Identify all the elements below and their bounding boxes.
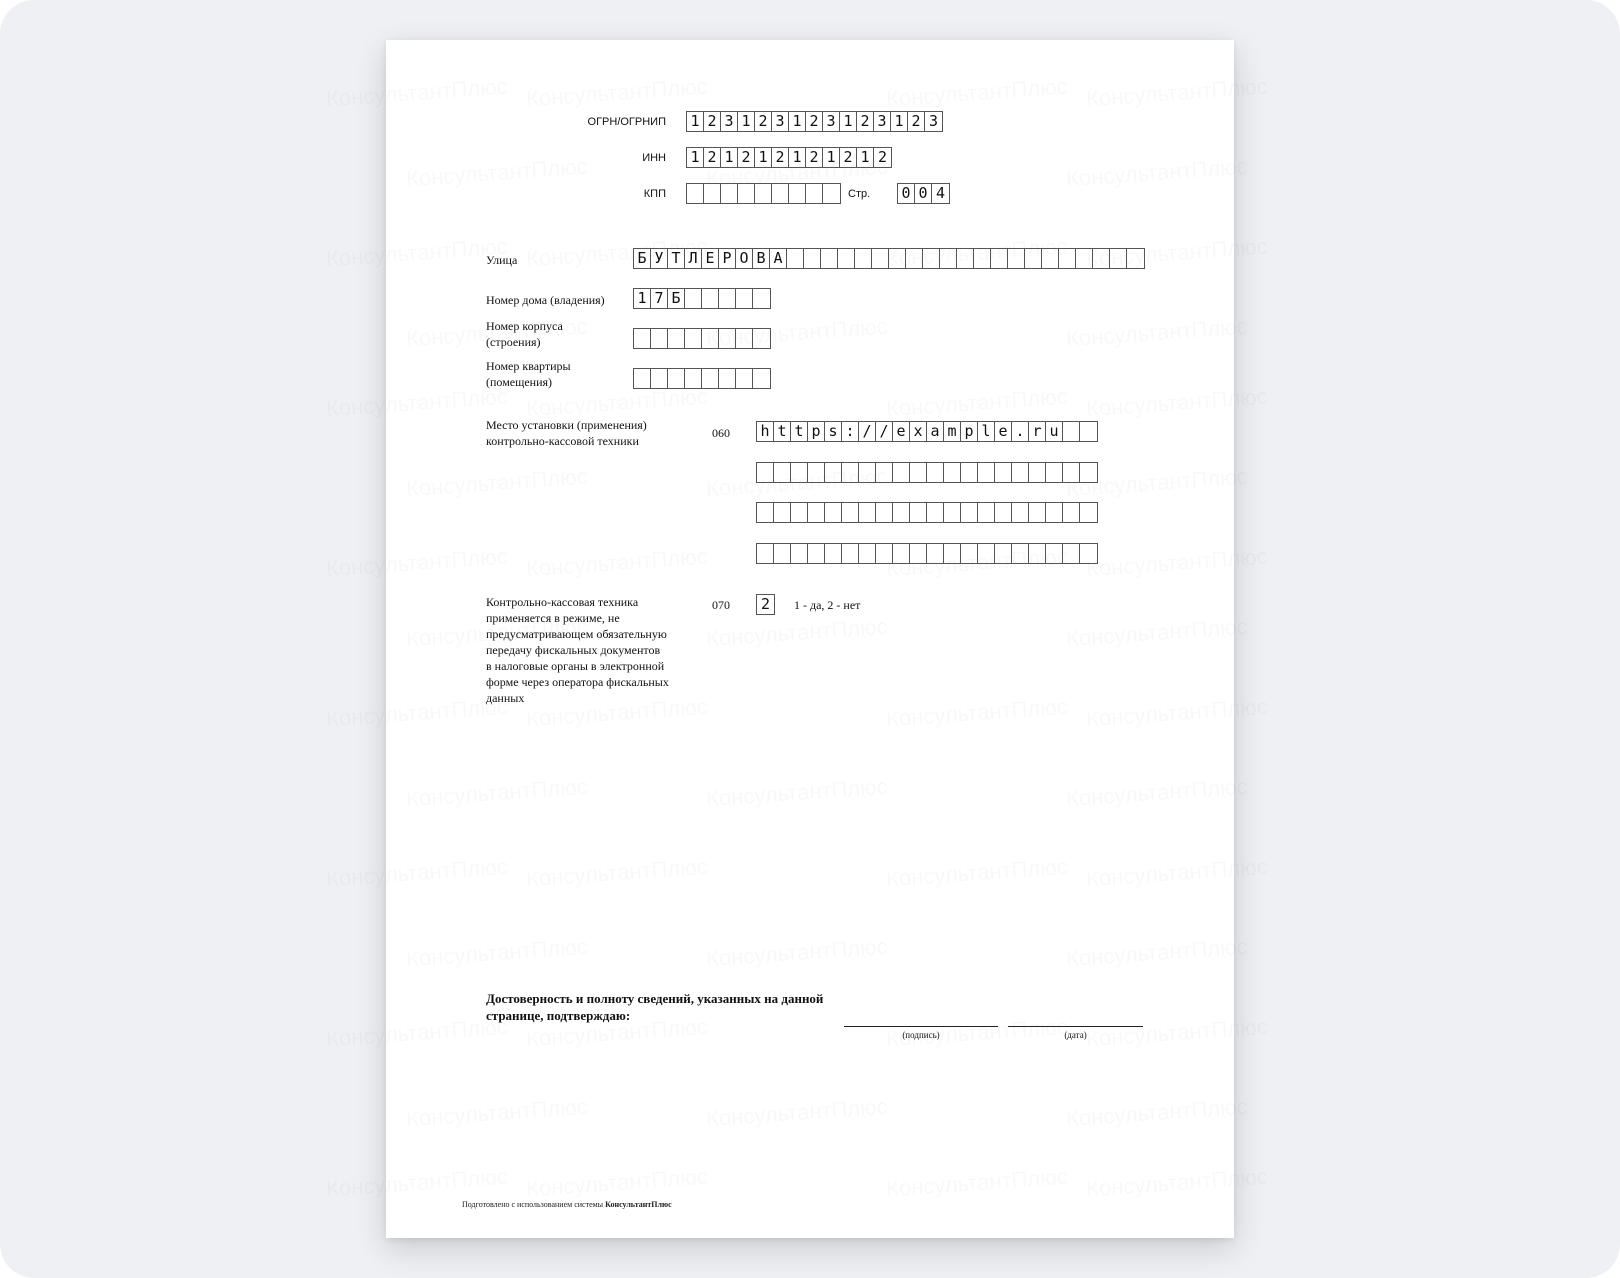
char-cell (859, 463, 876, 482)
char-cell: 3 (823, 112, 840, 131)
char-cell: У (651, 249, 668, 268)
char-cell (978, 544, 995, 563)
char-cell: l (978, 422, 995, 441)
char-cell (944, 463, 961, 482)
watermark-text (1065, 154, 1248, 193)
char-cell (906, 249, 923, 268)
char-cell (755, 184, 772, 203)
char-cell (927, 463, 944, 482)
ogrn-label: ОГРН/ОГРНИП (587, 116, 666, 128)
char-cell (995, 544, 1012, 563)
char-cell (859, 544, 876, 563)
char-cell: 2 (755, 112, 772, 131)
char-cell: 2 (760, 595, 771, 613)
char-cell: 0 (898, 184, 915, 203)
watermark-text (1085, 1164, 1268, 1203)
char-cell: 3 (874, 112, 891, 131)
char-cell (736, 369, 753, 388)
char-cell (940, 249, 957, 268)
inn-field[interactable] (686, 147, 892, 168)
char-cell (702, 329, 719, 348)
char-cell (927, 503, 944, 522)
char-cell (1080, 463, 1097, 482)
char-cell: Б (668, 289, 685, 308)
char-cell (842, 463, 859, 482)
char-cell: / (859, 422, 876, 441)
char-cell (1076, 249, 1093, 268)
watermark-text (705, 934, 888, 973)
watermark-text (1065, 774, 1248, 813)
char-cell (957, 249, 974, 268)
watermark-text (1065, 614, 1248, 653)
char-cell: А (770, 249, 787, 268)
char-cell (1063, 422, 1080, 441)
watermark-text (1065, 1094, 1248, 1133)
char-cell: 3 (928, 112, 939, 130)
char-cell (738, 184, 755, 203)
char-cell (651, 329, 668, 348)
watermark-text (325, 1014, 508, 1053)
apartment-label: Номер квартиры (помещения) (486, 359, 571, 389)
char-cell (774, 463, 791, 482)
char-cell (991, 249, 1008, 268)
char-cell: 2 (738, 148, 755, 167)
char-cell (876, 503, 893, 522)
char-cell (808, 463, 825, 482)
char-cell: / (876, 422, 893, 441)
char-cell: 2 (772, 148, 789, 167)
char-cell (1080, 544, 1097, 563)
char-cell (1046, 503, 1063, 522)
char-cell (893, 503, 910, 522)
watermark-text (325, 234, 508, 273)
char-cell: О (736, 249, 753, 268)
char-cell (685, 369, 702, 388)
char-cell (859, 503, 876, 522)
char-cell (1012, 544, 1029, 563)
building-field[interactable] (633, 328, 771, 349)
install-place-line-4[interactable] (756, 543, 1098, 564)
footer-brand: КонсультантПлюс (605, 1200, 672, 1209)
char-cell: 7 (651, 289, 668, 308)
char-cell (1029, 503, 1046, 522)
building-label: Номер корпуса (строения) (486, 319, 563, 349)
char-cell: Е (702, 249, 719, 268)
char-cell (876, 463, 893, 482)
char-cell: Б (634, 249, 651, 268)
watermark-text (1085, 544, 1268, 583)
char-cell: 2 (908, 112, 925, 131)
offline-mode-code: 070 (712, 598, 730, 612)
char-cell: p (808, 422, 825, 441)
watermark-text (405, 464, 588, 503)
char-cell: p (961, 422, 978, 441)
char-cell: : (842, 422, 859, 441)
street-label: Улица (486, 253, 518, 267)
char-cell (910, 544, 927, 563)
page-number-label: Стр. (848, 188, 871, 200)
char-cell: s (825, 422, 842, 441)
watermark-text (1065, 934, 1248, 973)
char-cell: 1 (789, 148, 806, 167)
char-cell (893, 463, 910, 482)
char-cell (687, 184, 704, 203)
house-label: Номер дома (владения) (486, 293, 605, 307)
char-cell: 4 (935, 184, 946, 202)
watermark-text (405, 774, 588, 813)
char-cell: 3 (772, 112, 789, 131)
char-cell (702, 369, 719, 388)
char-cell (753, 329, 770, 348)
char-cell: 1 (840, 112, 857, 131)
char-cell (736, 329, 753, 348)
char-cell (893, 544, 910, 563)
char-cell: 1 (687, 112, 704, 131)
char-cell (789, 184, 806, 203)
char-cell: 0 (915, 184, 932, 203)
char-cell: 1 (755, 148, 772, 167)
char-cell (1110, 249, 1127, 268)
char-cell (806, 184, 823, 203)
char-cell (1046, 544, 1063, 563)
char-cell (791, 503, 808, 522)
kpp-label: КПП (643, 188, 666, 200)
char-cell: 1 (721, 148, 738, 167)
char-cell (704, 184, 721, 203)
char-cell (821, 249, 838, 268)
char-cell: x (910, 422, 927, 441)
char-cell (1012, 463, 1029, 482)
char-cell (978, 503, 995, 522)
char-cell (910, 503, 927, 522)
char-cell: 2 (857, 112, 874, 131)
install-place-line-2[interactable] (756, 462, 1098, 483)
install-place-line-3[interactable] (756, 502, 1098, 523)
char-cell: 2 (877, 148, 888, 166)
char-cell (1063, 503, 1080, 522)
char-cell (757, 463, 774, 482)
char-cell (910, 463, 927, 482)
street-field[interactable] (633, 248, 1145, 269)
watermark-text (325, 74, 508, 113)
watermark-text (885, 384, 1068, 423)
char-cell (1025, 249, 1042, 268)
char-cell (736, 289, 753, 308)
char-cell (774, 503, 791, 522)
char-cell (961, 463, 978, 482)
watermark-text (525, 74, 708, 113)
char-cell: 1 (789, 112, 806, 131)
watermark-text (705, 774, 888, 813)
watermark-text (885, 1164, 1068, 1203)
char-cell (876, 544, 893, 563)
char-cell (791, 463, 808, 482)
watermark-text (885, 74, 1068, 113)
watermark-text (325, 854, 508, 893)
char-cell: Т (668, 249, 685, 268)
char-cell (1127, 249, 1144, 268)
watermark-text (525, 854, 708, 893)
char-cell (838, 249, 855, 268)
char-cell (1029, 463, 1046, 482)
char-cell: 1 (857, 148, 874, 167)
char-cell (842, 503, 859, 522)
offline-mode-field[interactable] (756, 594, 775, 615)
char-cell (719, 289, 736, 308)
char-cell (772, 184, 789, 203)
char-cell: u (1046, 422, 1063, 441)
char-cell (923, 249, 940, 268)
watermark-text (405, 934, 588, 973)
watermark-text (705, 614, 888, 653)
char-cell (825, 463, 842, 482)
char-cell (634, 329, 651, 348)
signature-line[interactable] (844, 1026, 998, 1027)
char-cell (995, 463, 1012, 482)
char-cell (974, 249, 991, 268)
inn-label: ИНН (642, 152, 666, 164)
char-cell: h (757, 422, 774, 441)
char-cell: В (753, 249, 770, 268)
char-cell (791, 544, 808, 563)
char-cell (825, 503, 842, 522)
char-cell (774, 544, 791, 563)
footer-prefix: Подготовлено с использованием системы (462, 1200, 606, 1209)
signature-caption: (подпись) (902, 1030, 940, 1040)
char-cell (753, 369, 770, 388)
watermark-text (325, 544, 508, 583)
char-cell: Л (685, 249, 702, 268)
house-field[interactable] (633, 288, 771, 309)
footer-note (462, 1200, 672, 1209)
page-number-field[interactable] (897, 183, 950, 204)
watermark-text (325, 694, 508, 733)
char-cell (1080, 422, 1097, 441)
char-cell (685, 329, 702, 348)
char-cell (1042, 249, 1059, 268)
watermark-text (1085, 854, 1268, 893)
date-line[interactable] (1008, 1026, 1143, 1027)
char-cell (753, 289, 770, 308)
install-place-code: 060 (712, 426, 730, 440)
watermark-text (325, 384, 508, 423)
date-caption: (дата) (1064, 1030, 1087, 1040)
char-cell (842, 544, 859, 563)
ogrn-field[interactable] (686, 111, 943, 132)
char-cell: 1 (738, 112, 755, 131)
char-cell: e (995, 422, 1012, 441)
char-cell (961, 544, 978, 563)
char-cell (889, 249, 906, 268)
char-cell: Р (719, 249, 736, 268)
char-cell (1080, 503, 1097, 522)
char-cell (719, 369, 736, 388)
char-cell (1008, 249, 1025, 268)
char-cell (961, 503, 978, 522)
char-cell (825, 544, 842, 563)
char-cell: 1 (687, 148, 704, 167)
char-cell: a (927, 422, 944, 441)
char-cell (685, 289, 702, 308)
char-cell (927, 544, 944, 563)
char-cell: . (1012, 422, 1029, 441)
char-cell: 2 (840, 148, 857, 167)
char-cell (808, 544, 825, 563)
watermark-text (325, 1164, 508, 1203)
char-cell: 2 (806, 148, 823, 167)
char-cell: t (791, 422, 808, 441)
char-cell (995, 503, 1012, 522)
watermark-text (885, 694, 1068, 733)
watermark-text (1085, 74, 1268, 113)
char-cell (651, 369, 668, 388)
char-cell (757, 503, 774, 522)
char-cell: 1 (891, 112, 908, 131)
char-cell (1093, 249, 1110, 268)
char-cell (978, 463, 995, 482)
char-cell (702, 289, 719, 308)
char-cell (1059, 249, 1076, 268)
kpp-field[interactable] (686, 183, 841, 204)
char-cell (668, 329, 685, 348)
char-cell (719, 329, 736, 348)
char-cell: 3 (721, 112, 738, 131)
apartment-field[interactable] (633, 368, 771, 389)
char-cell (634, 369, 651, 388)
char-cell: 2 (704, 148, 721, 167)
char-cell: 1 (823, 148, 840, 167)
char-cell (823, 184, 840, 203)
offline-mode-hint: 1 - да, 2 - нет (794, 598, 861, 612)
watermark-text (705, 1094, 888, 1133)
char-cell: t (774, 422, 791, 441)
char-cell (804, 249, 821, 268)
char-cell: 2 (806, 112, 823, 131)
char-cell (1063, 544, 1080, 563)
watermark-text (885, 854, 1068, 893)
install-place-line-1[interactable] (756, 421, 1098, 442)
char-cell: m (944, 422, 961, 441)
offline-mode-label: Контрольно-кассовая техника применяется в режиме, не предусматривающем обязательную передачу фискальных документов в налоговые органы в электронной форме через оператора фискальных данных (486, 595, 669, 705)
char-cell (1012, 503, 1029, 522)
char-cell: e (893, 422, 910, 441)
char-cell (787, 249, 804, 268)
watermark-text (525, 544, 708, 583)
char-cell: 2 (704, 112, 721, 131)
char-cell (872, 249, 889, 268)
watermark-text (525, 1164, 708, 1203)
char-cell (808, 503, 825, 522)
char-cell (855, 249, 872, 268)
char-cell (944, 544, 961, 563)
watermark-text (1085, 694, 1268, 733)
char-cell (668, 369, 685, 388)
declaration-text: Достоверность и полноту сведений, указанных на данной странице, подтверждаю: (486, 991, 824, 1023)
watermark-text (405, 1094, 588, 1133)
char-cell (1063, 463, 1080, 482)
char-cell: r (1029, 422, 1046, 441)
char-cell (1046, 463, 1063, 482)
char-cell (721, 184, 738, 203)
install-place-label: Место установки (применения) контрольно-кассовой техники (486, 418, 647, 448)
char-cell: 1 (634, 289, 651, 308)
watermark-text (1085, 384, 1268, 423)
char-cell (944, 503, 961, 522)
document-page (386, 40, 1234, 1238)
watermark-text (1065, 314, 1248, 353)
char-cell (1029, 544, 1046, 563)
char-cell (757, 544, 774, 563)
